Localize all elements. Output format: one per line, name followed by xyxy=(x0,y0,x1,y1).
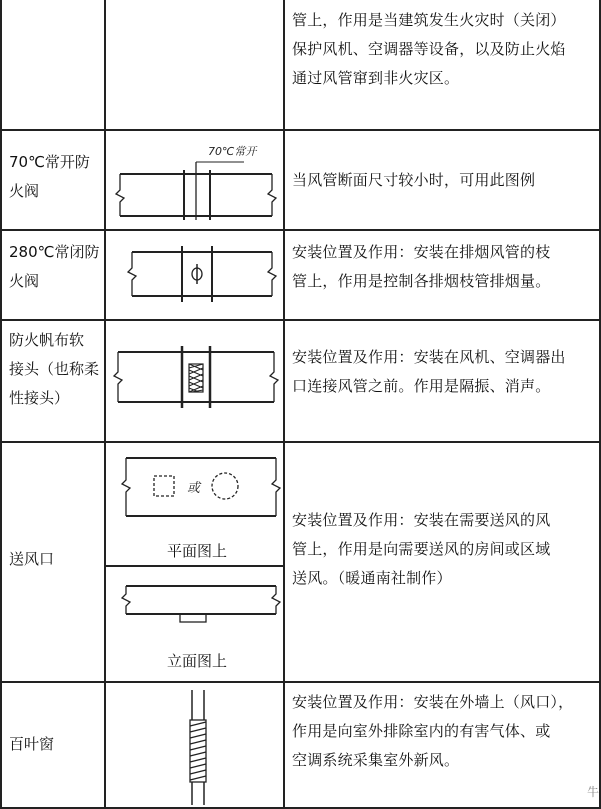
supply-outlet-plan-figure xyxy=(112,450,282,530)
flexible-connector-figure xyxy=(112,330,282,420)
row-description: 管上，作用是当建筑发生火灾时（关闭） 保护风机、空调器等设备，以及防止火焰 通过风管窜到非火灾区。 xyxy=(292,11,566,87)
row-divider xyxy=(0,129,601,131)
row-name: 防火帆布软 接头（也称柔 性接头） xyxy=(9,331,100,407)
row-divider xyxy=(0,441,601,443)
row-description: 当风管断面尺寸较小时，可用此图例 xyxy=(292,171,536,189)
caption-elevation: 立面图上 xyxy=(166,652,227,670)
subrow-divider xyxy=(104,565,285,567)
row-name: 70℃常开防 火阀 xyxy=(9,153,90,200)
row-description: 安装位置及作用：安装在排烟风管的枝 管上，作用是控制各排烟枝管排烟量。 xyxy=(292,243,551,290)
row-description: 安装位置及作用：安装在需要送风的风 管上，作用是向需要送风的房间或区域 送风。（暖通南社制作） xyxy=(292,511,551,587)
figure-label: 70℃常开 xyxy=(208,145,257,158)
row-divider xyxy=(0,681,601,683)
supply-outlet-elevation-figure xyxy=(112,574,282,634)
caption-plan: 平面图上 xyxy=(166,542,227,560)
row-name: 送风口 xyxy=(9,550,55,568)
table-border-left xyxy=(0,0,2,809)
column-divider-1 xyxy=(104,0,106,809)
fire-damper-70-figure xyxy=(112,134,282,224)
row-divider xyxy=(0,319,601,321)
row-description: 安装位置及作用：安装在风机、空调器出 口连接风管之前。作用是隔振、消声。 xyxy=(292,348,566,395)
row-name: 百叶窗 xyxy=(9,735,55,753)
row-name: 280℃常闭防 火阀 xyxy=(9,243,100,290)
watermark: 牛 xyxy=(586,785,599,799)
figure-or-label: 或 xyxy=(187,481,201,496)
louver-figure xyxy=(180,690,220,805)
row-description: 安装位置及作用：安装在外墙上（风口）， 作用是向室外排除室内的有害气体、或 空调系统采集室外新风。 xyxy=(292,693,574,769)
column-divider-2 xyxy=(283,0,285,809)
row-divider xyxy=(0,229,601,231)
fire-damper-280-figure xyxy=(112,238,282,313)
